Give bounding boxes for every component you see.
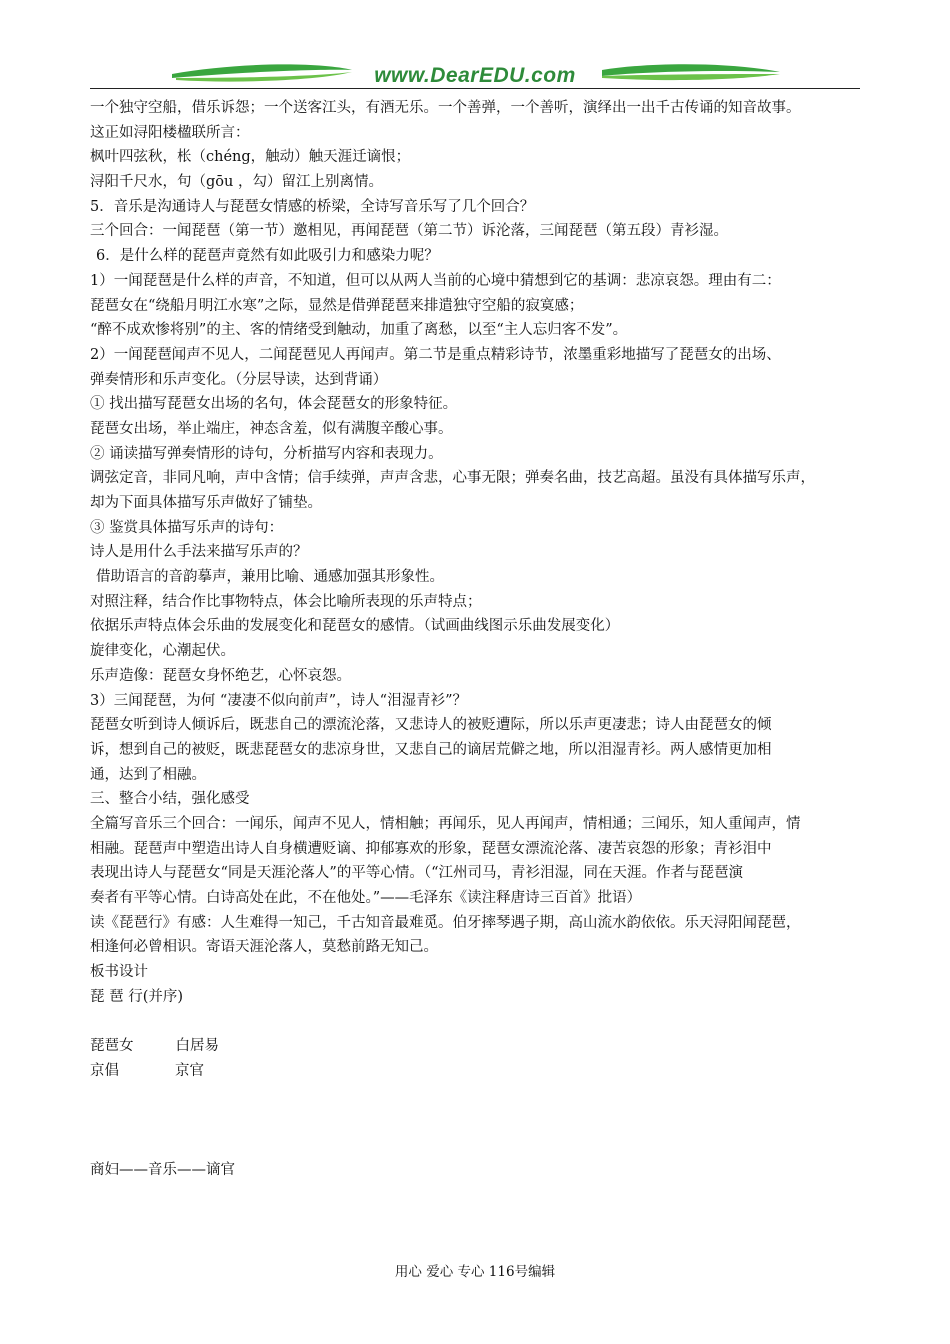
board-cell: 京倡	[90, 1062, 119, 1079]
section-heading: 三、整合小结，强化感受	[90, 791, 250, 808]
text-line: 读《琵琶行》有感：人生难得一知己，千古知音最难觅。伯牙摔琴遇子期，高山流水韵依依。乐天浔阳闻琵琶，	[90, 914, 801, 931]
text-line: 诉，想到自己的被贬，既悲琵琶女的悲凉身世，又悲自己的谪居荒僻之地，所以泪湿青衫。两人感情更加相	[90, 741, 772, 758]
document-body	[90, 96, 862, 1182]
text-line: 却为下面具体描写乐声做好了铺垫。	[90, 495, 322, 511]
text-line: 琵琶女出场，举止端庄，神态含羞，似有满腹辛酸心事。	[90, 420, 453, 437]
text-line: 枫叶四弦秋，枨（chéng，触动）触天涯迁谪恨；	[90, 149, 411, 166]
text-line: 奏者有平等心情。白诗高处在此，不在他处。”——毛泽东《读注释唐诗三百首》批语）	[90, 890, 642, 906]
text-line: 2）一闻琵琶闻声不见人，二闻琵琶见人再闻声。第二节是重点精彩诗节，浓墨重彩地描写了琵琶女的出场、	[90, 346, 781, 363]
page-footer: 用心 爱心 专心 116号编辑	[394, 1264, 556, 1280]
question-line: 5．音乐是沟通诗人与琵琶女情感的桥梁，全诗写音乐写了几个回合？	[90, 198, 535, 215]
board-summary: 商妇——音乐——谪官	[90, 1161, 235, 1178]
board-row	[90, 1059, 862, 1084]
spacer	[90, 1084, 862, 1158]
text-line: 通，达到了相融。	[90, 766, 206, 783]
text-line: 表现出诗人与琵琶女“同是天涯沦落人”的平等心情。（“江州司马，青衫泪湿，同在天涯。作者与琵琶演	[90, 865, 743, 882]
section-heading: 板书设计	[90, 964, 148, 981]
text-line: 旋律变化，心潮起伏。	[90, 643, 235, 660]
text-line: 相逢何必曾相识。寄语天涯沦落人，莫愁前路无知己。	[90, 939, 438, 956]
board-row	[90, 1034, 862, 1059]
text-line: 对照注释，结合作比事物特点，体会比喻所表现的乐声特点；	[90, 593, 482, 610]
text-line: ③ 鉴赏具体描写乐声的诗句：	[90, 519, 284, 536]
header-divider	[90, 88, 860, 89]
text-line: 三个回合：一闻琵琶（第一节）邀相见，再闻琵琶（第二节）诉沦落，三闻琵琶（第五段）青衫湿。	[90, 223, 728, 240]
board-title: 琵 琶 行(并序)	[90, 988, 184, 1005]
text-line: ① 找出描写琵琶女出场的名句，体会琵琶女的形象特征。	[90, 396, 458, 413]
board-cell: 琵琶女	[90, 1038, 134, 1055]
text-line: ② 诵读描写弹奏情形的诗句，分析描写内容和表现力。	[90, 445, 443, 462]
text-line: 一个独守空船，借乐诉怨；一个送客江头，有酒无乐。一个善弹，一个善听，演绎出一出千古传诵的知音故事。	[90, 100, 801, 116]
text-line: 1）一闻琵琶是什么样的声音，不知道，但可以从两人当前的心境中猜想到它的基调：悲凉哀怨。理由有二：	[90, 272, 781, 289]
board-cell: 京官	[175, 1062, 204, 1079]
text-line: 这正如浔阳楼楹联所言：	[90, 124, 250, 141]
text-line: 乐声造像：琵琶女身怀绝艺，心怀哀怨。	[90, 667, 351, 684]
text-line: 3）三闻琵琶，为何 “凄凄不似向前声”，诗人“泪湿青衫”？	[90, 692, 467, 709]
text-line: 依据乐声特点体会乐曲的发展变化和琵琶女的感情。（试画曲线图示乐曲发展变化）	[90, 618, 620, 635]
text-line: 相融。琵琶声中塑造出诗人自身横遭贬谪、抑郁寡欢的形象，琵琶女漂流沦落、凄苦哀怨的形象；青衫泪中	[90, 840, 772, 857]
site-logo-text: www.DearEDU.com	[374, 64, 576, 87]
text-line: 琵琶女听到诗人倾诉后，既悲自己的漂流沦落，又悲诗人的被贬遭际，所以乐声更凄悲；诗人由琵琶女的倾	[90, 717, 772, 734]
board-cell: 白居易	[175, 1038, 219, 1055]
site-header	[90, 58, 860, 98]
text-line: 弹奏情形和乐声变化。（分层导读，达到背诵）	[90, 371, 388, 388]
text-line: “醉不成欢惨将别”的主、客的情绪受到触动，加重了离愁，以至“主人忘归客不发”。	[90, 322, 628, 339]
text-line: 借助语言的音韵摹声，兼用比喻、通感加强其形象性。	[96, 569, 444, 586]
text-line: 浔阳千尺水，句（gōu ，勾）留江上别离情。	[90, 174, 383, 191]
text-line: 诗人是用什么手法来描写乐声的？	[90, 544, 308, 561]
question-line: 6．是什么样的琵琶声竟然有如此吸引力和感染力呢？	[96, 248, 439, 265]
text-line: 调弦定音，非同凡响，声中含情；信手续弹，声声含悲，心事无限；弹奏名曲，技艺高超。虽没有具体描写乐声，	[90, 470, 815, 487]
spacer	[90, 1009, 862, 1034]
text-line: 琵琶女在“绕船月明江水寒”之际，显然是借弹琵琶来排遣独守空船的寂寞感；	[90, 297, 584, 314]
text-line: 全篇写音乐三个回合：一闻乐，闻声不见人，情相触；再闻乐，见人再闻声，情相通；三闻乐，知人重闻声，情	[90, 815, 801, 832]
